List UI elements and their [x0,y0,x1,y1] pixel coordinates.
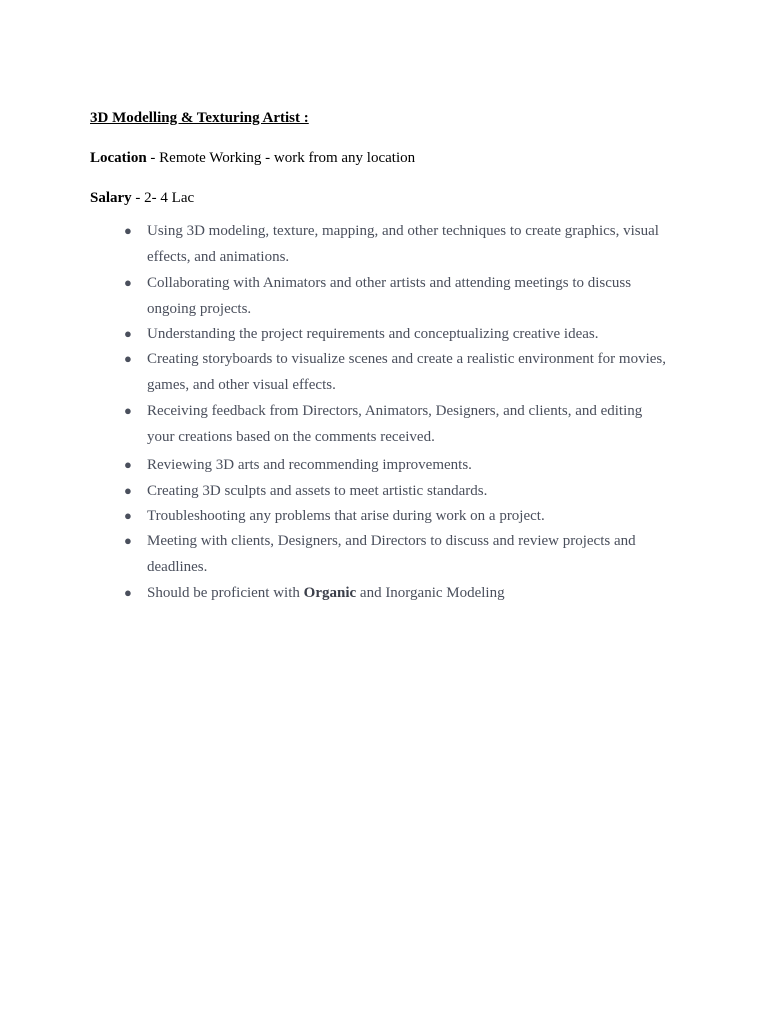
list-item-text: Reviewing 3D arts and recommending improvements. [147,457,472,473]
bullet-icon: ● [124,457,132,472]
job-title: 3D Modelling & Texturing Artist : [90,110,309,126]
bullet-icon: ● [124,483,132,498]
list-item-text: Collaborating with Animators and other artists and attending meetings to discuss ongoing projects. [147,275,632,317]
list-item-text-bold: Organic [303,585,357,601]
bullet-icon: ● [124,351,132,366]
bullet-icon: ● [124,223,132,238]
list-item-text: Understanding the project requirements and conceptualizing creative ideas. [147,326,599,342]
list-item-text: Using 3D modeling, texture, mapping, and other techniques to create graphics, visual effects, and animations. [147,223,659,265]
location-line [90,148,415,168]
bullet-icon: ● [124,326,132,341]
bullet-icon: ● [124,533,132,548]
list-item [124,346,664,398]
list-item-text: Creating storyboards to visualize scenes and create a realistic environment for movies, games, and other visual effects. [147,351,666,393]
location-label: Location [90,150,147,166]
list-item [124,321,664,347]
list-item [124,218,664,270]
list-item-text: Meeting with clients, Designers, and Directors to discuss and review projects and deadlines. [147,533,636,575]
bullet-icon: ● [124,275,132,290]
list-item [124,478,664,504]
list-item [124,503,664,529]
list-item [124,452,664,478]
list-item [124,528,664,580]
salary-line [90,188,194,208]
bullet-icon: ● [124,585,132,600]
location-value: - Remote Working - work from any location [146,150,416,166]
list-item-text [147,580,667,606]
list-item [124,398,664,450]
bullet-icon: ● [124,403,132,418]
list-item-text: Troubleshooting any problems that arise during work on a project. [147,508,545,524]
list-item [124,580,664,606]
salary-value: - 2- 4 Lac [131,190,195,206]
list-item-text-prefix: Should be proficient with [147,585,304,601]
salary-label: Salary [90,190,132,206]
bullet-icon: ● [124,508,132,523]
list-item-text: Creating 3D sculpts and assets to meet artistic standards. [147,483,488,499]
list-item-text: Receiving feedback from Directors, Animators, Designers, and clients, and editing your creations based on the comments received. [147,403,643,445]
list-item [124,270,664,322]
list-item-text-suffix: and Inorganic Modeling [356,585,505,601]
